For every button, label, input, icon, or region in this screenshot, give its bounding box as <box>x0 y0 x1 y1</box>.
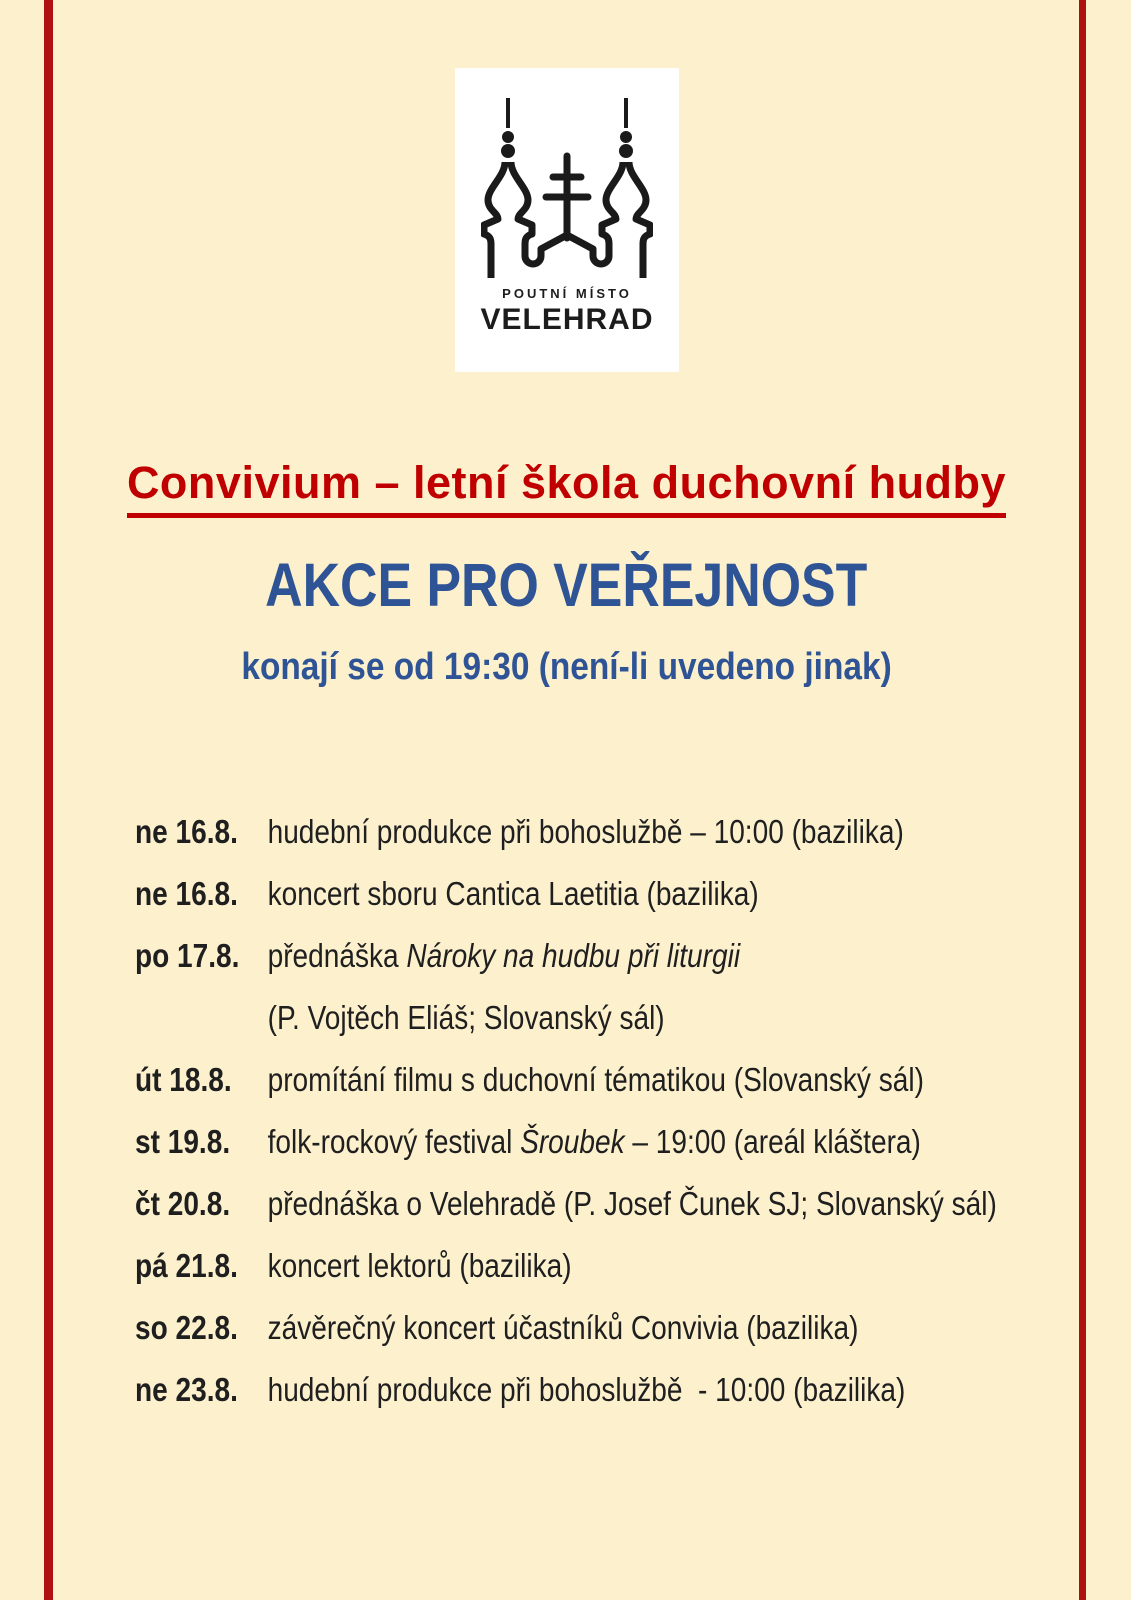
event-description: přednáška o Velehradě (P. Josef Čunek SJ; Slovanský sál) <box>267 1185 997 1222</box>
poster-subtitle: AKCE PRO VEŘEJNOST <box>265 551 868 619</box>
event-row-continuation <box>135 987 1032 1049</box>
event-date: ne 23.8. <box>135 1371 238 1408</box>
event-description: koncert sboru Cantica Laetitia (bazilika) <box>267 875 759 912</box>
event-date: po 17.8. <box>135 937 240 974</box>
event-description: folk-rockový festival Šroubek – 19:00 (areál kláštera) <box>267 1123 921 1160</box>
poster-note: konají se od 19:30 (není-li uvedeno jinak) <box>241 646 892 688</box>
event-date: st 19.8. <box>135 1123 231 1160</box>
event-row <box>135 925 1032 987</box>
event-date: čt 20.8. <box>135 1185 231 1222</box>
right-border-rule <box>1079 0 1086 1600</box>
left-border-rule <box>44 0 53 1600</box>
velehrad-logo <box>455 68 679 372</box>
event-date: so 22.8. <box>135 1309 238 1346</box>
event-description: závěrečný koncert účastníků Convivia (bazilika) <box>267 1309 859 1346</box>
event-description: hudební produkce při bohoslužbě - 10:00 (bazilika) <box>267 1371 906 1408</box>
event-row <box>135 1173 1032 1235</box>
event-date: út 18.8. <box>135 1061 232 1098</box>
event-row <box>135 863 1032 925</box>
right-tower-icon <box>567 98 650 278</box>
poster-title: Convivium – letní škola duchovní hudby <box>127 458 1006 518</box>
event-description: přednáška Nároky na hudbu při liturgii <box>267 937 741 974</box>
event-description: (P. Vojtěch Eliáš; Slovanský sál) <box>267 999 665 1036</box>
event-row <box>135 1111 1032 1173</box>
event-description: promítání filmu s duchovní tématikou (Slovanský sál) <box>267 1061 924 1098</box>
event-description: hudební produkce při bohoslužbě – 10:00 (bazilika) <box>267 813 904 850</box>
event-row <box>135 1235 1032 1297</box>
poster-subtitle-row <box>52 550 1081 620</box>
event-date: pá 21.8. <box>135 1247 238 1284</box>
poster-note-row <box>52 646 1081 690</box>
event-date: ne 16.8. <box>135 813 238 850</box>
event-row <box>135 1359 1032 1421</box>
event-list <box>135 801 1032 1421</box>
basilica-towers-icon <box>481 88 653 282</box>
event-row <box>135 1049 1032 1111</box>
logo-caption-top: POUTNÍ MÍSTO <box>502 286 632 301</box>
event-description: koncert lektorů (bazilika) <box>267 1247 572 1284</box>
event-row <box>135 1297 1032 1359</box>
event-date: ne 16.8. <box>135 875 238 912</box>
poster-title-row <box>52 458 1081 518</box>
logo-caption-bottom: VELEHRAD <box>480 303 654 336</box>
double-cross-icon <box>546 156 588 238</box>
left-tower-icon <box>484 98 567 278</box>
event-row <box>135 801 1032 863</box>
